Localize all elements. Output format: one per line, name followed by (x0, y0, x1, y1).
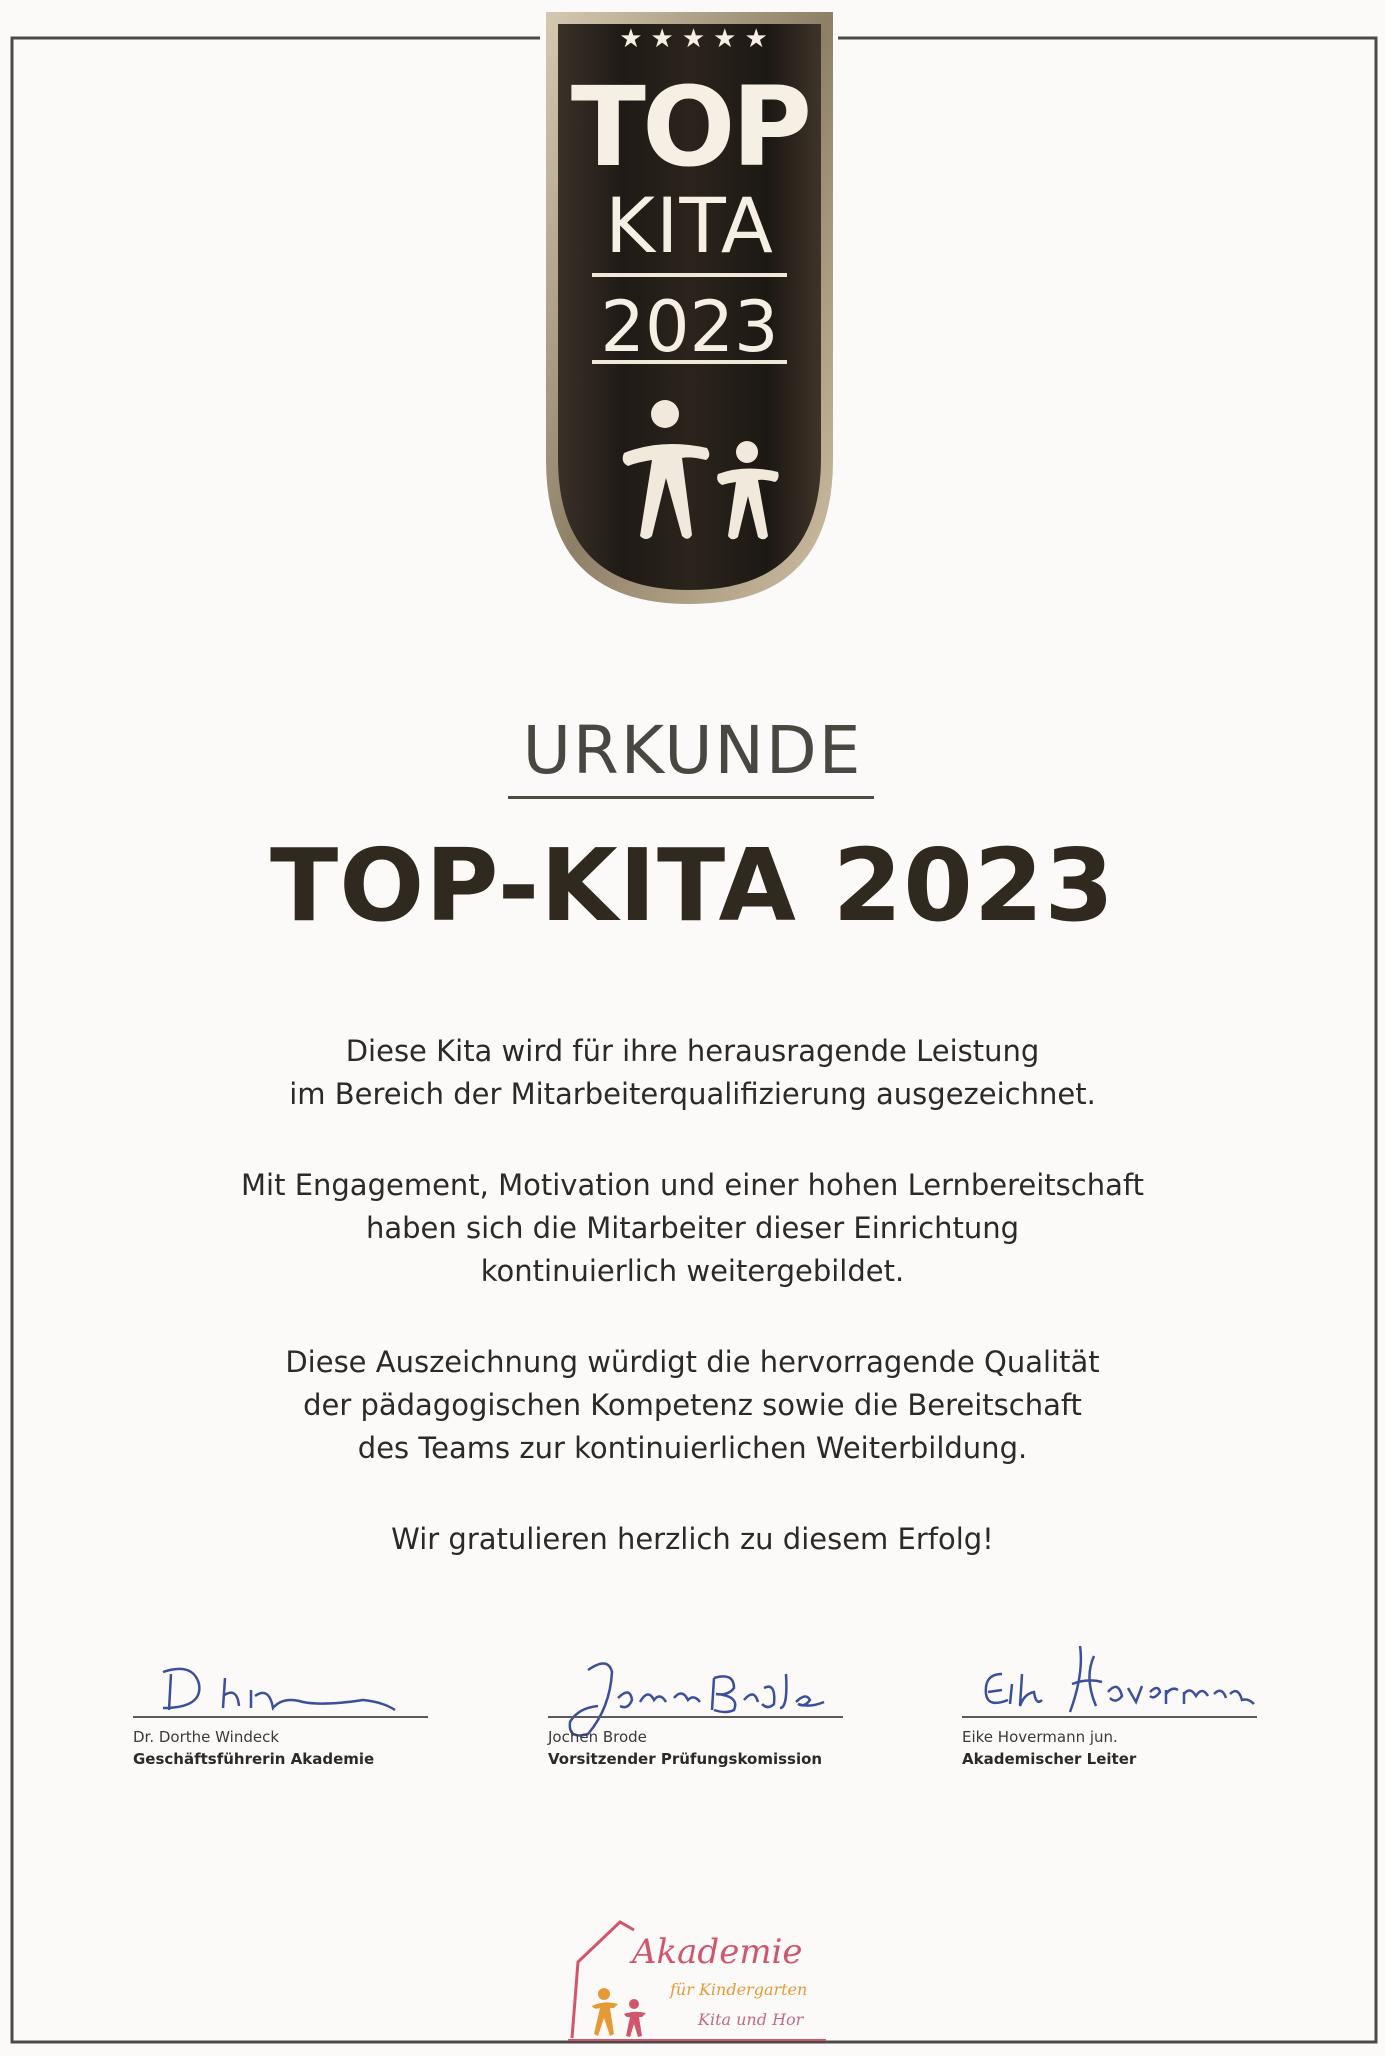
academy-logo-subtitle: Kita und Hor (698, 2010, 804, 2029)
signature-line (962, 1716, 1257, 1718)
signature-block-hovermann (962, 1656, 1262, 1766)
paragraph-engagement (0, 1164, 1385, 1293)
paragraph-line: Wir gratulieren herzlich zu diesem Erfolg! (391, 1522, 994, 1556)
paragraph-line: haben sich die Mitarbeiter dieser Einrichtung (365, 1211, 1020, 1245)
signature-line (133, 1716, 428, 1718)
academy-logo (564, 1918, 844, 2046)
academy-logo-subtitle: für Kindergarten (670, 1980, 808, 1999)
paragraph-award (0, 1030, 1385, 1116)
paragraph-line: kontinuierlich weitergebildet. (480, 1254, 905, 1288)
signature-block-windeck (133, 1656, 433, 1766)
certificate-heading: URKUNDE (522, 712, 863, 789)
badge-top-text: TOP (570, 63, 809, 191)
paragraph-line: im Bereich der Mitarbeiterqualifizierung ausgezeichnet. (289, 1077, 1096, 1111)
paragraph-line: des Teams zur kontinuierlichen Weiterbildung. (357, 1431, 1028, 1465)
badge-kita-text: KITA (605, 181, 774, 270)
paragraph-congratulations (0, 1518, 1385, 1561)
handwritten-signature (962, 1634, 1262, 1734)
handwritten-signature (133, 1656, 433, 1720)
paragraph-quality (0, 1341, 1385, 1470)
signature-line (548, 1716, 843, 1718)
signatory-role: Geschäftsführerin Akademie (133, 1750, 375, 1768)
top-kita-badge (542, 10, 837, 608)
paragraph-line: Diese Kita wird für ihre herausragende Leistung (345, 1034, 1040, 1068)
signatory-name: Eike Hovermann jun. (962, 1728, 1118, 1746)
signature-block-brode (548, 1656, 848, 1766)
paragraph-line: Diese Auszeichnung würdigt die hervorragende Qualität (285, 1345, 1100, 1379)
badge-stars: ★★★★★ (619, 24, 776, 54)
academy-logo-title: Akademie (632, 1932, 803, 1972)
signatory-name: Jochen Brode (548, 1728, 647, 1746)
signatory-role: Vorsitzender Prüfungskomission (548, 1750, 823, 1768)
certificate-title: TOP-KITA 2023 (270, 827, 1115, 944)
paragraph-line: der pädagogischen Kompetenz sowie die Bereitschaft (303, 1388, 1082, 1422)
signatory-name: Dr. Dorthe Windeck (133, 1728, 280, 1746)
heading-underline (508, 796, 874, 799)
badge-year-text: 2023 (600, 286, 779, 368)
paragraph-line: Mit Engagement, Motivation und einer hohen Lernbereitschaft (241, 1168, 1144, 1202)
signatory-role: Akademischer Leiter (962, 1750, 1137, 1768)
